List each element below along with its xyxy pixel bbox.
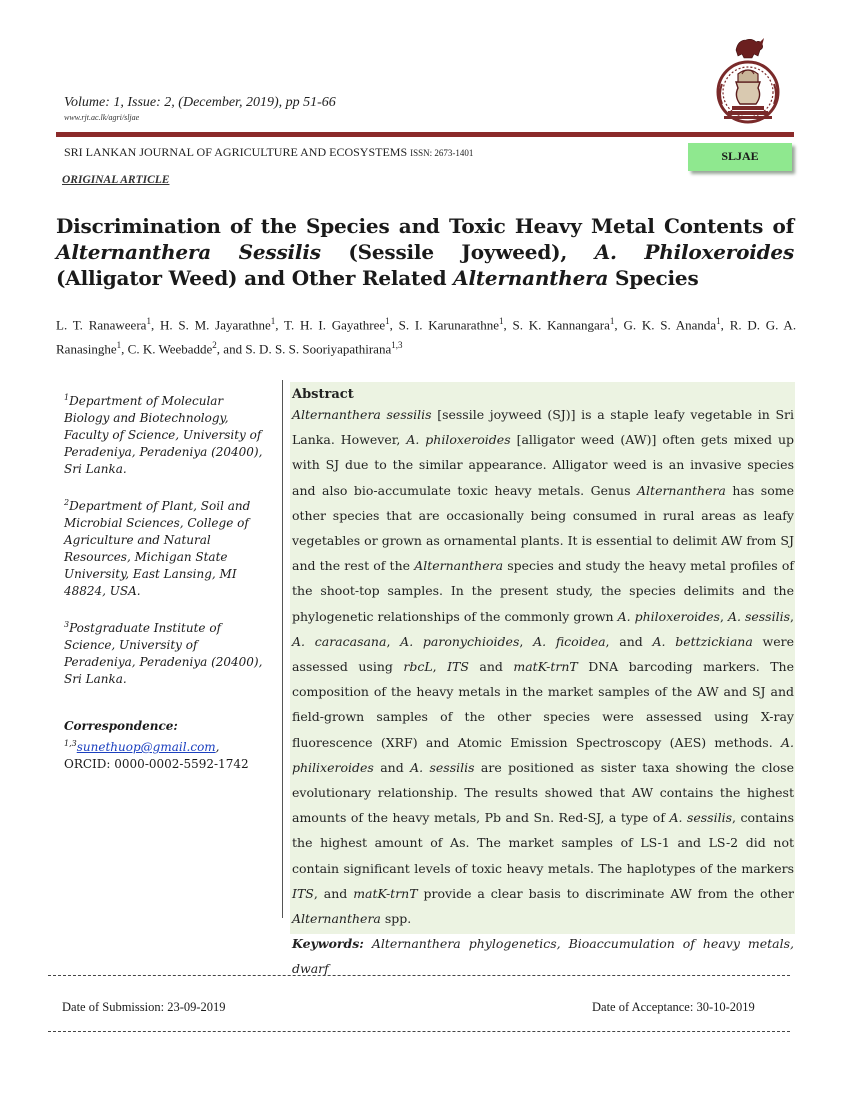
abstract-italic-term: A. caracasana [292,633,387,649]
correspondence-heading: Correspondence: [64,719,178,733]
affiliation-3 [64,616,272,688]
abstract-text: , [719,608,728,624]
abstract-box [290,382,795,977]
author-name: R. D. G. A. Ranasinghe [56,317,797,357]
affiliation-text: Department of Plant, Soil and Microbial Sciences, College of Agriculture and Natural Resources, Michigan State University, East Lansing, MI 48824, USA. [64,499,251,598]
title-part: Discrimination of the Species and Toxic Heavy Metal Contents of [56,214,794,238]
university-crest-emblem-icon [714,34,782,126]
abstract-italic-term: rbcL [403,659,433,675]
abstract-text: has some other species that are occasionally being consumed in rural areas as leafy vegetables or grown as ornamental plants. It is essential to delimit AW from SJ and the rest of the [292,482,794,574]
abstract-italic-term: A. bettzickiana [652,633,753,649]
abstract-text: spp. [380,911,412,927]
author-separator: , [275,317,285,333]
author-affiliation-marker: 1 [498,316,504,326]
correspondence-email-link[interactable]: sunethuop@gmail.com [76,740,216,754]
abstract-text: , [432,659,448,675]
abstract-italic-term: A. ficoidea [533,633,606,649]
author-name: S. D. S. S. Sooriyapathirana [245,341,392,357]
author-name: S. K. Kannangara [512,317,610,333]
author-list [56,311,796,360]
author-affiliation-marker: 2 [212,340,217,351]
abstract-italic-term: A. philoxeroides [617,608,720,624]
footer-divider-bottom [48,1031,790,1032]
volume-issue: Volume: 1, Issue: 2, (December, 2019), pp 51-66 [64,95,336,110]
correspondence-email-separator: , [215,740,220,754]
abstract-italic-term: A. sessilis [410,759,475,775]
abstract-italic-term: matK-trnT [353,885,418,901]
author-separator: , [614,317,624,333]
correspondence-orcid: ORCID: 0000-0002-5592-1742 [64,757,249,771]
title-part-italic: A. Philoxeroides [594,240,795,264]
abstract-text: , [790,608,794,624]
abstract-italic-term: A. philoxeroides [406,432,511,448]
abstract-body [292,407,794,926]
abstract-text: , [519,633,534,649]
journal-url[interactable]: www.rjt.ac.lk/agri/sljae [64,113,140,122]
author-name: S. I. Karunarathne [398,317,499,333]
affiliation-marker: 1 [64,393,70,402]
affiliation-1 [64,389,272,478]
abstract-text: DNA barcoding markers. The composition of the heavy metals in the market samples of the AW and SJ and field-grown samples of the other species were assessed using X-ray fluorescence (XRF) and Atomic Emission Spectroscopy (AES) methods. [292,659,795,750]
keywords-label: Keywords: [292,936,364,952]
author-separator: , [389,317,399,333]
abstract-text: provide a clear basis to discriminate AW from the other [417,885,794,901]
article-type: ORIGINAL ARTICLE [62,174,170,186]
author-name: C. K. Weebadde [127,341,213,357]
correspondence-marker: 1,3 [64,739,77,748]
title-part-italic: Alternanthera Sessilis [56,240,321,264]
correspondence-email-line [64,735,272,756]
affiliation-text: Postgraduate Institute of Science, University of Peradeniya, Peradeniya (20400), Sri Lanka. [64,621,263,686]
affiliation-text: Department of Molecular Biology and Biotechnology, Faculty of Science, University of Peradeniya, Peradeniya (20400), Sri Lanka. [64,394,263,476]
journal-badge: SLJAE [688,143,792,171]
author-affiliation-marker: 1 [146,316,151,326]
title-part-italic: Alternanthera [453,266,609,290]
author-separator: , [720,317,730,333]
author-name: H. S. M. Jayarathne [159,317,271,333]
column-divider [282,380,283,918]
abstract-text: were assessed using [292,633,795,675]
journal-issn: ISSN: 2673-1401 [410,148,474,158]
abstract-italic-term: Alternanthera [637,482,726,498]
abstract-heading: Abstract [292,387,354,402]
author-affiliation-marker: 1 [716,316,721,326]
author-separator: , [121,341,128,357]
abstract-italic-term: Alternanthera [292,911,381,927]
abstract-italic-term: Alternanthera sessilis [292,407,432,422]
abstract-text: and [373,759,411,775]
abstract-text: [alligator weed (AW)] often gets mixed up with SJ due to the similar appearance. Alligator weed is an invasive species and also bio-accumulate toxic heavy metals. Genus [292,432,795,498]
abstract-italic-term: matK-trnT [513,659,578,675]
abstract-content [290,382,795,982]
abstract-text: , [386,633,401,649]
author-name: L. T. Ranaweera [56,317,147,333]
keywords-text: Alternanthera phylogenetics, Bioaccumulation of heavy metals, dwarf [292,936,794,977]
author-separator: , [150,317,160,333]
abstract-italic-term: A. sessilis [669,810,733,826]
journal-name [64,145,473,160]
author-name: T. H. I. Gayathree [284,317,386,333]
header-rule [56,132,794,137]
author-name: G. K. S. Ananda [623,317,717,333]
author-affiliation-marker: 1 [270,316,276,326]
abstract-text: species and study the heavy metal profiles of the shoot-top samples. In the present study, the species delimits and the phylogenetic relationships of the commonly grown [292,558,794,624]
journal-title: SRI LANKAN JOURNAL OF AGRICULTURE AND ECOSYSTEMS [64,145,408,159]
paper-title [56,213,794,291]
title-part: Species [608,266,699,290]
abstract-italic-term: A. paronychioides [400,633,520,649]
abstract-text: , and [313,885,354,901]
footer-divider-top [48,975,790,976]
affiliation-2 [64,494,272,600]
abstract-italic-term: Alternanthera [414,558,504,574]
affiliation-marker: 2 [64,498,70,507]
abstract-text: and [468,659,514,675]
author-affiliation-marker: 1,3 [391,340,403,351]
abstract-text: , contains the highest amount of As. The market samples of LS-1 and LS-2 did not contain significant levels of toxic heavy metals. The haplotypes of the markers [292,810,794,876]
abstract-italic-term: ITS [447,659,469,675]
author-affiliation-marker: 1 [609,316,615,326]
date-of-acceptance: Date of Acceptance: 30-10-2019 [592,1000,755,1014]
author-affiliation-marker: 1 [116,340,122,351]
author-affiliation-marker: 1 [385,316,390,326]
title-part: (Alligator Weed) and Other Related [56,266,454,290]
affiliation-column [64,389,272,773]
abstract-italic-term: ITS [292,885,314,901]
abstract-text: [sessile joyweed (SJ)] is a staple leafy vegetable in Sri Lanka. However, [292,407,794,448]
date-of-submission: Date of Submission: 23-09-2019 [62,1000,226,1014]
affiliation-marker: 3 [64,620,70,629]
abstract-text: , and [605,633,653,649]
author-separator: , and [216,341,246,357]
author-separator: , [503,317,513,333]
abstract-text: are positioned as sister taxa showing the close evolutionary relationship. The results showed that AW contains the highest amounts of the heavy metals, Pb and Sn. Red-SJ, a type of [292,759,794,826]
abstract-italic-term: A. philixeroides [292,734,794,775]
abstract-italic-term: A. sessilis [727,608,790,624]
title-part: (Sessile Joyweed), [320,240,595,264]
